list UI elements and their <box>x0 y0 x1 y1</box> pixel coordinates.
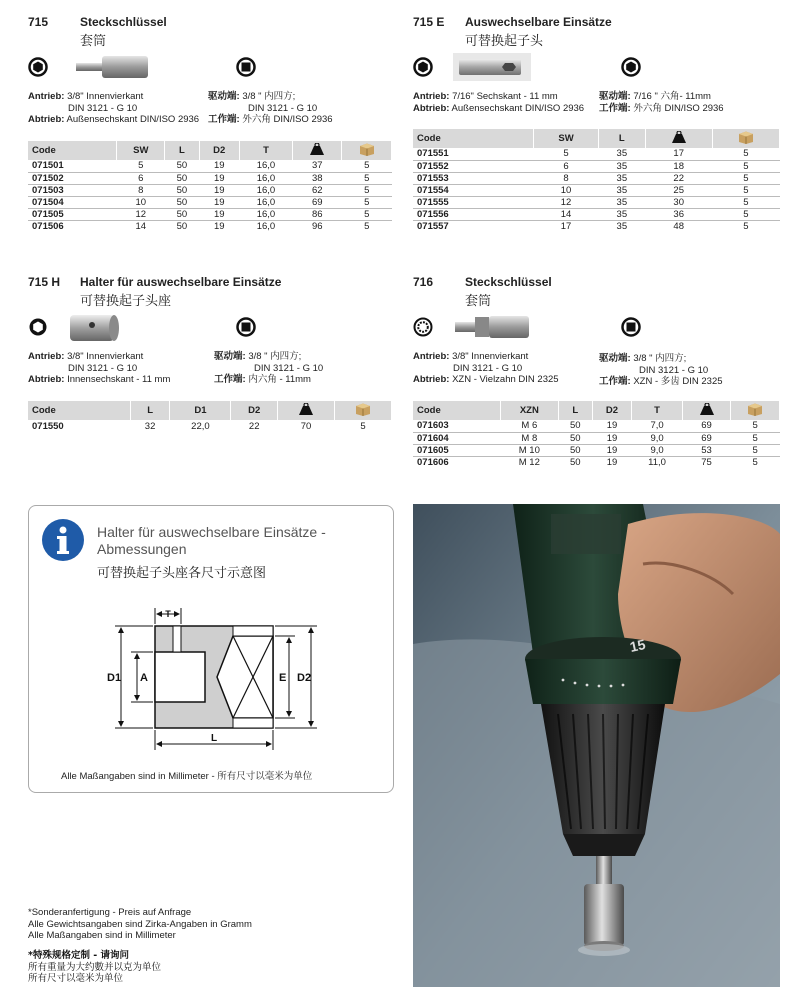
antrieb-norm: DIN 3121 - G 10 <box>68 362 138 374</box>
table-cell: 14 <box>135 220 147 232</box>
table-cell: 25 <box>645 184 712 196</box>
table-cell: 5 <box>534 148 599 160</box>
table-cell: 5 <box>731 420 780 432</box>
table-cell: 071554 <box>413 184 534 196</box>
table-cell: 6 <box>534 160 599 172</box>
table-header-row <box>413 129 780 148</box>
table-cell: 35 <box>616 220 628 232</box>
table-cell: 071552 <box>413 160 534 172</box>
table-row <box>413 160 780 172</box>
weight-icon <box>699 403 715 416</box>
table-row <box>413 220 780 232</box>
table-cell: 5 <box>342 184 392 196</box>
spline-xzn-icon <box>413 317 433 337</box>
section-title-zh: 套筒 <box>465 294 492 309</box>
drive-value: 3/8 " 内四方; <box>248 351 302 362</box>
work-value: 外六角 DIN/ISO 2936 <box>242 114 333 125</box>
section-title: Halter für auswechselbare Einsätze <box>80 275 282 289</box>
table-cell: 17 <box>560 220 572 232</box>
table-cell: 19 <box>199 208 239 220</box>
table-cell: 36 <box>645 208 712 220</box>
section-715e <box>413 15 780 232</box>
table-cell: 50 <box>165 184 199 196</box>
section-number: 716 <box>413 275 434 289</box>
table-cell: 48 <box>673 220 684 232</box>
antrieb-value: 3/8" Innenvierkant <box>67 91 144 102</box>
footer-line: Alle Gewichtsangaben sind Zirka-Angaben in Gramm <box>28 918 252 930</box>
footer-line-zh: 所有重量为大约數并以克为单位 <box>28 961 162 973</box>
column-header <box>731 401 780 420</box>
table-cell: 50 <box>176 220 188 232</box>
column-header: SW <box>534 129 599 148</box>
table-cell: 5 <box>731 444 780 456</box>
table-cell: 22 <box>248 420 260 432</box>
antrieb-value: 7/16" Sechskant - 11 mm <box>452 91 558 102</box>
info-title-zh: 可替换起子头座各尺寸示意图 <box>97 566 267 581</box>
table-row <box>28 220 392 232</box>
table-cell: 75 <box>701 456 712 468</box>
table-cell: 071557 <box>417 220 449 232</box>
table-cell: 22,0 <box>191 420 210 432</box>
table-cell: 071501 <box>28 160 117 172</box>
table-header-row <box>28 401 392 420</box>
table-cell: 5 <box>752 456 758 468</box>
square-drive-icon <box>236 57 256 77</box>
column-header: T <box>632 401 682 420</box>
table-cell: 19 <box>199 172 239 184</box>
table-cell: 5 <box>342 160 392 172</box>
column-header: T <box>239 141 292 160</box>
column-header <box>712 129 779 148</box>
table-cell: 69 <box>682 420 731 432</box>
dim-label-d1: D1 <box>107 672 122 684</box>
table-cell: 9,0 <box>632 444 682 456</box>
footer-line-zh: 所有尺寸以毫米为单位 <box>28 973 124 984</box>
table-cell: 5 <box>342 196 392 208</box>
dimensions-info-box <box>28 505 394 793</box>
table-cell: 19 <box>199 160 239 172</box>
drive-label: 驱动端: <box>599 91 631 102</box>
table-cell: 071502 <box>28 172 117 184</box>
work-label: 工作端: <box>599 376 631 387</box>
table-cell: 70 <box>300 420 312 432</box>
table-cell: 19 <box>592 432 632 444</box>
table-cell: 071506 <box>32 220 64 232</box>
table-cell: 5 <box>712 172 779 184</box>
table-cell: 50 <box>558 444 592 456</box>
drive-norm: DIN 3121 - G 10 <box>254 362 324 374</box>
column-header: D2 <box>592 401 632 420</box>
table-cell: 071505 <box>28 208 117 220</box>
spec-table-716 <box>413 401 780 468</box>
table-cell: 35 <box>599 208 646 220</box>
table-cell: 5 <box>712 184 779 196</box>
table-cell: 50 <box>569 456 581 468</box>
table-row <box>413 444 780 456</box>
table-cell: 5 <box>342 172 392 184</box>
socket-product-icon <box>72 53 152 81</box>
column-header <box>292 141 341 160</box>
drive-label: 驱动端: <box>208 91 240 102</box>
section-number: 715 E <box>413 15 445 29</box>
abtrieb-value: Außensechskant DIN/ISO 2936 <box>451 102 585 114</box>
column-header: L <box>165 141 199 160</box>
table-cell: 17 <box>645 148 712 160</box>
table-cell: 50 <box>165 208 199 220</box>
dim-label-l: L <box>210 733 218 744</box>
table-cell: 11,0 <box>648 456 666 468</box>
column-header: L <box>130 401 170 420</box>
dim-label-t: T <box>165 609 171 619</box>
table-cell: M 12 <box>518 456 540 468</box>
abtrieb-label: Abtrieb: <box>28 114 65 125</box>
section-715 <box>28 15 392 232</box>
table-cell: 5 <box>360 420 366 432</box>
column-header: D1 <box>170 401 231 420</box>
table-cell: 071605 <box>413 444 500 456</box>
drive-norm: DIN 3121 - G 10 <box>639 364 709 376</box>
table-row <box>413 184 780 196</box>
table-cell: 10 <box>534 184 599 196</box>
work-value: 外六角 DIN/ISO 2936 <box>633 102 724 114</box>
abtrieb-value: Außensechskant DIN/ISO 2936 <box>66 114 200 125</box>
work-value: 内六角 - 11mm <box>248 374 311 385</box>
torque-dial-label: 15 <box>628 636 647 655</box>
antrieb-label: Antrieb: <box>413 351 450 362</box>
footer-line-zh: *特殊规格定制 - 请询问 <box>28 950 130 961</box>
antrieb-value: 3/8" Innenvierkant <box>452 351 529 362</box>
table-cell: 35 <box>599 172 646 184</box>
column-header <box>682 401 731 420</box>
dim-label-d2: D2 <box>297 672 312 684</box>
abtrieb-label: Abtrieb: <box>28 374 65 385</box>
footer-notes-zh <box>28 950 161 985</box>
table-cell: 071550 <box>32 420 64 432</box>
table-cell: 071556 <box>413 208 534 220</box>
column-header: SW <box>117 141 165 160</box>
table-cell: 50 <box>165 172 199 184</box>
table-row <box>28 184 392 196</box>
table-cell: 9,0 <box>632 432 682 444</box>
section-title-zh: 套筒 <box>80 34 107 49</box>
table-cell: 16,0 <box>239 172 292 184</box>
info-title: Halter für auswechselbare Einsätze - Abmessungen <box>97 524 326 557</box>
table-cell: 30 <box>645 196 712 208</box>
table-row <box>28 196 392 208</box>
table-cell: 18 <box>645 160 712 172</box>
table-cell: 38 <box>292 172 341 184</box>
section-title: Auswechselbare Einsätze <box>465 15 612 29</box>
table-cell: 50 <box>558 432 592 444</box>
table-cell: 5 <box>731 432 780 444</box>
external-hex-icon <box>28 57 48 77</box>
table-row <box>28 160 392 172</box>
column-header: D2 <box>231 401 278 420</box>
antrieb-value: 3/8" Innenvierkant <box>67 351 144 362</box>
footer-line: Alle Maßangaben sind in Millimeter <box>28 930 176 941</box>
column-header <box>645 129 712 148</box>
table-cell: 071553 <box>413 172 534 184</box>
table-row <box>28 208 392 220</box>
section-716 <box>413 275 780 468</box>
table-cell: 12 <box>117 208 165 220</box>
xzn-socket-product-icon <box>453 313 533 341</box>
table-row <box>413 148 780 160</box>
table-cell: 5 <box>712 160 779 172</box>
table-row <box>413 432 780 444</box>
internal-hex-icon <box>28 317 48 337</box>
column-header <box>334 401 391 420</box>
table-cell: 071504 <box>28 196 117 208</box>
external-hex-icon <box>621 57 641 77</box>
info-icon <box>41 518 85 562</box>
table-cell: M 10 <box>500 444 558 456</box>
spec-table-715e <box>413 129 780 232</box>
footer-line: *Sonderanfertigung - Preis auf Anfrage <box>28 907 192 918</box>
column-header: Code <box>413 401 500 420</box>
antrieb-label: Antrieb: <box>28 351 65 362</box>
drive-value: 3/8 " 内四方; <box>633 353 687 364</box>
abtrieb-label: Abtrieb: <box>413 374 450 385</box>
box-icon <box>359 143 375 156</box>
antrieb-norm: DIN 3121 - G 10 <box>68 102 138 114</box>
antrieb-label: Antrieb: <box>413 91 450 102</box>
abtrieb-label: Abtrieb: <box>413 102 450 114</box>
abtrieb-value: XZN - Vielzahn DIN 2325 <box>452 374 559 385</box>
column-header: L <box>558 401 592 420</box>
table-cell: 96 <box>311 220 323 232</box>
drive-value: 3/8 " 内四方; <box>242 91 296 102</box>
table-row <box>28 420 392 432</box>
antrieb-label: Antrieb: <box>28 91 65 102</box>
column-header <box>277 401 334 420</box>
table-cell: 5 <box>117 160 165 172</box>
drive-label: 驱动端: <box>214 351 246 362</box>
weight-icon <box>298 403 314 416</box>
table-cell: 5 <box>364 220 370 232</box>
table-cell: 19 <box>592 444 632 456</box>
table-cell: 62 <box>292 184 341 196</box>
table-cell: 071606 <box>417 456 449 468</box>
column-header: Code <box>28 141 117 160</box>
spec-table-715 <box>28 141 392 232</box>
box-icon <box>738 131 754 144</box>
table-cell: 19 <box>213 220 225 232</box>
column-header: XZN <box>500 401 558 420</box>
work-label: 工作端: <box>599 102 631 114</box>
table-cell: 19 <box>606 456 618 468</box>
table-cell: 5 <box>743 220 749 232</box>
column-header: Code <box>413 129 534 148</box>
table-cell: 6 <box>117 172 165 184</box>
table-cell: 5 <box>712 208 779 220</box>
box-icon <box>747 403 763 416</box>
spec-table-715h <box>28 401 392 432</box>
table-row <box>413 172 780 184</box>
table-cell: 071604 <box>413 432 500 444</box>
table-cell: 16,0 <box>239 196 292 208</box>
table-cell: 16,0 <box>256 220 276 232</box>
table-cell: 071555 <box>413 196 534 208</box>
table-cell: 16,0 <box>239 184 292 196</box>
box-icon <box>355 403 371 416</box>
table-cell: 8 <box>534 172 599 184</box>
work-label: 工作端: <box>208 114 240 125</box>
table-cell: 5 <box>712 148 779 160</box>
drive-label: 驱动端: <box>599 353 631 364</box>
table-cell: 50 <box>165 160 199 172</box>
section-title-zh: 可替换起子头 <box>465 34 544 49</box>
table-row <box>28 172 392 184</box>
table-cell: 35 <box>599 160 646 172</box>
square-drive-icon <box>236 317 256 337</box>
table-cell: 10 <box>117 196 165 208</box>
table-cell: 5 <box>712 196 779 208</box>
drill-photo <box>413 504 780 987</box>
table-cell: 35 <box>599 196 646 208</box>
weight-icon <box>309 143 325 156</box>
table-cell: 37 <box>292 160 341 172</box>
table-cell: 50 <box>165 196 199 208</box>
section-title-zh: 可替换起子头座 <box>80 294 172 309</box>
section-number: 715 <box>28 15 49 29</box>
table-row <box>413 196 780 208</box>
table-cell: 35 <box>599 148 646 160</box>
table-cell: 69 <box>682 432 731 444</box>
table-header-row <box>413 401 780 420</box>
table-cell: 22 <box>645 172 712 184</box>
dim-label-a: A <box>140 672 148 684</box>
table-cell: M 6 <box>500 420 558 432</box>
bit-product-icon <box>453 53 533 81</box>
table-cell: 16,0 <box>239 208 292 220</box>
work-value: XZN - 多齿 DIN 2325 <box>633 376 723 387</box>
table-cell: 32 <box>144 420 156 432</box>
table-cell: 86 <box>292 208 341 220</box>
holder-product-icon <box>68 313 128 343</box>
table-cell: 16,0 <box>239 160 292 172</box>
table-cell: 14 <box>534 208 599 220</box>
section-715h <box>28 275 392 432</box>
column-header: L <box>599 129 646 148</box>
section-number: 715 H <box>28 275 61 289</box>
table-cell: 071503 <box>28 184 117 196</box>
abtrieb-value: Innensechskant - 11 mm <box>67 374 171 385</box>
table-cell: 5 <box>342 208 392 220</box>
table-cell: M 8 <box>500 432 558 444</box>
external-hex-icon <box>413 57 433 77</box>
drive-norm: DIN 3121 - G 10 <box>248 102 318 114</box>
weight-icon <box>671 131 687 144</box>
table-cell: 7,0 <box>632 420 682 432</box>
footer-notes <box>28 907 252 942</box>
table-cell: 19 <box>199 184 239 196</box>
table-cell: 8 <box>117 184 165 196</box>
column-header: Code <box>28 401 130 420</box>
table-row <box>413 208 780 220</box>
table-cell: 19 <box>199 196 239 208</box>
square-drive-icon <box>621 317 641 337</box>
section-title: Steckschlüssel <box>80 15 167 29</box>
antrieb-norm: DIN 3121 - G 10 <box>453 362 523 374</box>
column-header <box>342 141 392 160</box>
dim-label-e: E <box>279 672 287 684</box>
column-header: D2 <box>199 141 239 160</box>
table-cell: 071603 <box>413 420 500 432</box>
table-cell: 35 <box>599 184 646 196</box>
table-cell: 12 <box>534 196 599 208</box>
info-note: Alle Maßangaben sind in Millimeter - 所有尺寸以毫米为单位 <box>61 771 313 782</box>
work-label: 工作端: <box>214 374 246 385</box>
drive-value: 7/16 " 六角- 11mm <box>633 91 711 102</box>
table-header-row <box>28 141 392 160</box>
table-cell: 50 <box>558 420 592 432</box>
table-cell: 19 <box>592 420 632 432</box>
table-row <box>413 420 780 432</box>
table-row <box>413 456 780 468</box>
table-cell: 69 <box>292 196 341 208</box>
section-title: Steckschlüssel <box>465 275 552 289</box>
table-cell: 53 <box>682 444 731 456</box>
table-cell: 071551 <box>413 148 534 160</box>
holder-dimension-diagram <box>107 604 327 754</box>
